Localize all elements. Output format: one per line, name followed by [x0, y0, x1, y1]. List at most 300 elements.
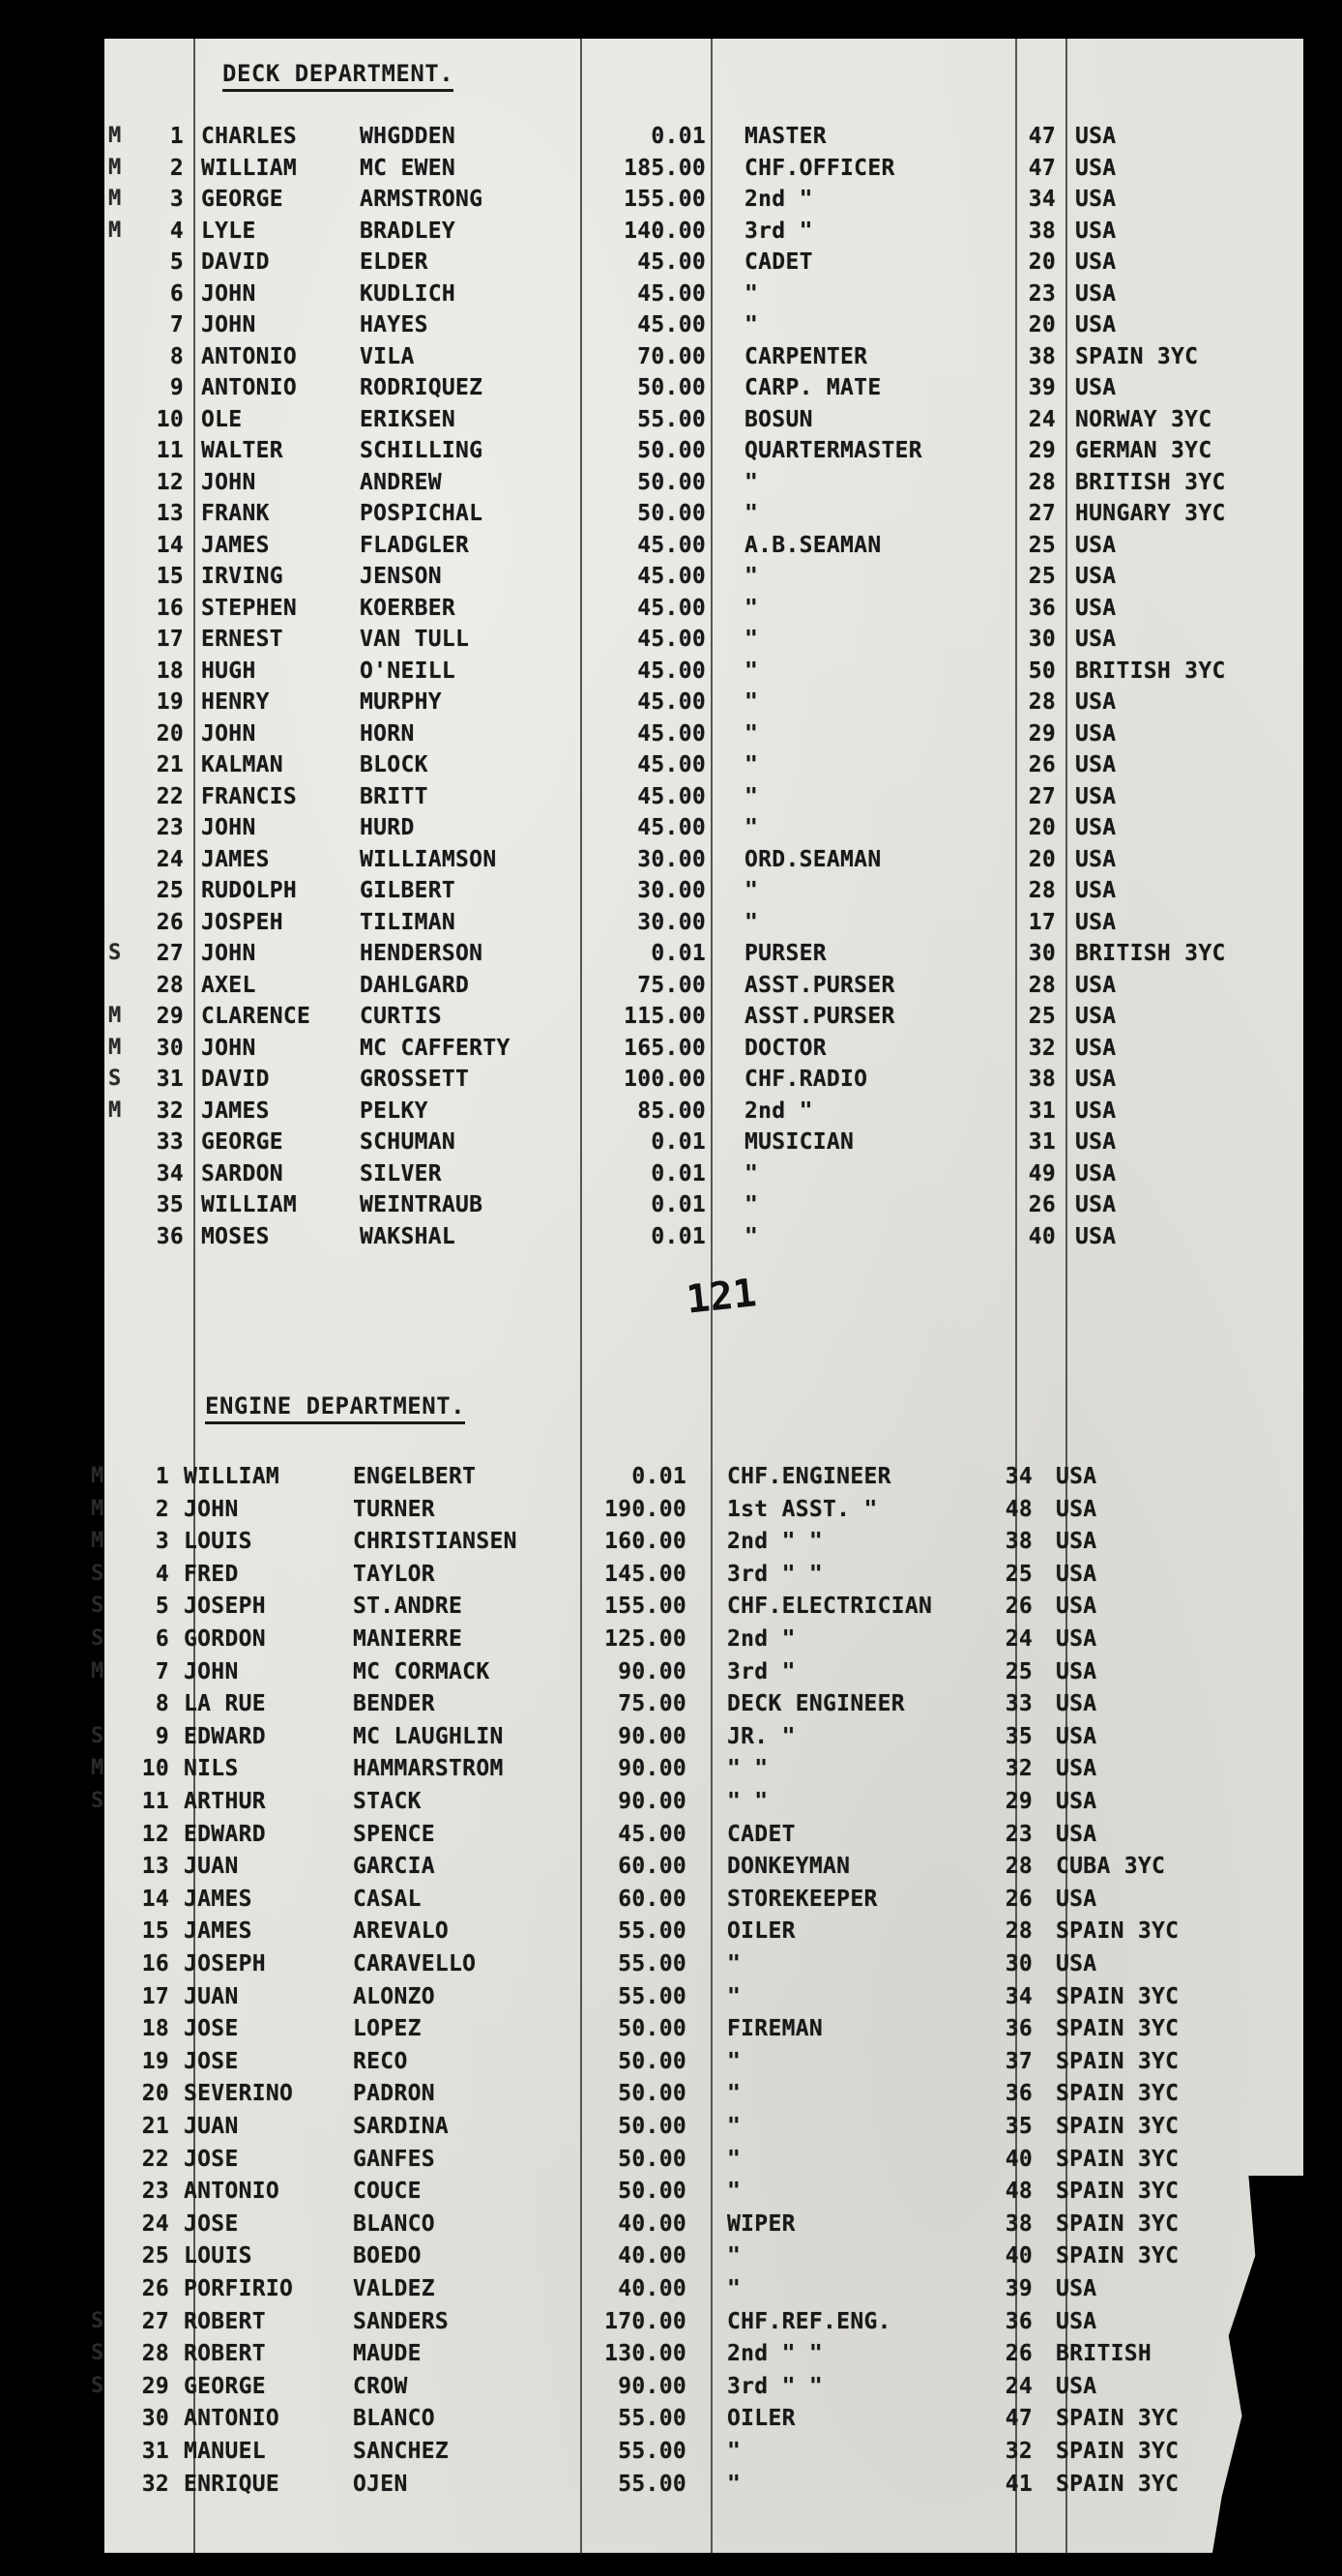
row-number: 16 — [156, 595, 184, 621]
age: 38 — [1028, 218, 1056, 244]
row-number: 28 — [141, 2341, 169, 2367]
age: 31 — [1028, 1098, 1056, 1124]
first-name: JUAN — [184, 1983, 239, 2009]
crew-row — [0, 2374, 1342, 2405]
age: 30 — [1028, 627, 1056, 652]
wage: 70.00 — [637, 343, 706, 369]
age: 32 — [1005, 1756, 1033, 1782]
last-name: ELDER — [360, 249, 428, 275]
nationality: SPAIN 3YC — [1056, 2016, 1180, 2042]
first-name: JUAN — [184, 2114, 239, 2139]
nationality: USA — [1075, 1067, 1117, 1092]
rating: 2nd " " — [727, 1529, 824, 1555]
nationality: SPAIN 3YC — [1056, 1983, 1180, 2009]
rating: 2nd " — [727, 1626, 796, 1652]
nationality: USA — [1075, 1129, 1117, 1155]
first-name: JAMES — [184, 1918, 252, 1945]
row-number: 10 — [156, 406, 184, 432]
age: 20 — [1028, 312, 1056, 337]
wage: 45.00 — [637, 720, 706, 746]
crew-row — [0, 1192, 1342, 1223]
last-name: LOPEZ — [353, 2016, 422, 2042]
nationality: USA — [1056, 1561, 1097, 1587]
row-number: 9 — [169, 375, 184, 400]
last-name: BLANCO — [353, 2406, 435, 2432]
nationality: USA — [1075, 972, 1117, 998]
crew-row — [0, 1224, 1342, 1255]
wage: 45.00 — [637, 312, 706, 337]
rating: BOSUN — [744, 406, 813, 432]
row-number: 13 — [141, 1854, 169, 1880]
rating: " — [744, 469, 759, 495]
rating: CHF.OFFICER — [744, 155, 895, 181]
first-name: JOHN — [201, 720, 256, 746]
crew-row — [0, 2309, 1342, 2340]
last-name: SCHUMAN — [360, 1129, 456, 1155]
nationality: SPAIN 3YC — [1056, 2146, 1180, 2172]
rating: CARPENTER — [744, 343, 868, 369]
crew-row — [0, 1004, 1342, 1035]
last-name: WAKSHAL — [360, 1223, 456, 1249]
row-number: 5 — [155, 1594, 169, 1620]
age: 40 — [1028, 1223, 1056, 1249]
wage: 50.00 — [618, 2048, 686, 2074]
rating: DECK ENGINEER — [727, 1691, 905, 1717]
first-name: LOUIS — [184, 2243, 252, 2269]
wage: 50.00 — [618, 2081, 686, 2107]
nationality: USA — [1075, 124, 1117, 149]
first-name: JOSEPH — [184, 1951, 266, 1976]
row-number: 8 — [155, 1691, 169, 1717]
row-mark: S — [91, 1789, 104, 1813]
age: 25 — [1028, 1004, 1056, 1029]
nationality: USA — [1075, 1004, 1117, 1029]
crew-row — [0, 2211, 1342, 2242]
row-number: 21 — [141, 2114, 169, 2139]
last-name: BLOCK — [360, 752, 428, 777]
wage: 0.01 — [651, 1160, 706, 1186]
first-name: CLARENCE — [201, 1004, 311, 1029]
row-number: 5 — [169, 249, 184, 275]
first-name: JAMES — [201, 532, 270, 558]
rating: " — [744, 501, 759, 526]
last-name: VAN TULL — [360, 627, 470, 652]
nationality: CUBA 3YC — [1056, 1854, 1166, 1880]
row-mark: M — [91, 1529, 104, 1554]
nationality: USA — [1075, 627, 1117, 652]
last-name: SARDINA — [353, 2114, 450, 2139]
nationality: SPAIN 3YC — [1056, 1918, 1180, 1945]
wage: 0.01 — [651, 941, 706, 966]
age: 27 — [1028, 501, 1056, 526]
row-number: 16 — [141, 1951, 169, 1976]
row-number: 29 — [156, 1004, 184, 1029]
nationality: USA — [1075, 187, 1117, 212]
crew-row — [0, 1854, 1342, 1885]
row-number: 23 — [156, 815, 184, 840]
last-name: CASAL — [353, 1886, 422, 1912]
nationality: BRITISH — [1056, 2341, 1152, 2367]
rating: DONKEYMAN — [727, 1854, 851, 1880]
row-mark: S — [91, 2373, 104, 2398]
nationality: USA — [1056, 1723, 1097, 1749]
first-name: ROBERT — [184, 2308, 266, 2334]
row-number: 10 — [141, 1756, 169, 1782]
first-name: JOHN — [201, 280, 256, 307]
nationality: USA — [1075, 1223, 1117, 1249]
row-mark: M — [91, 1464, 104, 1488]
last-name: VILA — [360, 343, 415, 369]
row-mark: S — [108, 941, 122, 965]
age: 23 — [1028, 280, 1056, 307]
row-number: 6 — [169, 280, 184, 307]
last-name: PADRON — [353, 2081, 435, 2107]
age: 26 — [1005, 1594, 1033, 1620]
rating: A.B.SEAMAN — [744, 532, 882, 558]
age: 36 — [1005, 2016, 1033, 2042]
row-number: 7 — [169, 312, 184, 337]
wage: 0.01 — [651, 1129, 706, 1155]
last-name: TILIMAN — [360, 909, 456, 935]
wage: 60.00 — [618, 1886, 686, 1912]
crew-row — [0, 564, 1342, 595]
row-number: 27 — [141, 2308, 169, 2334]
age: 38 — [1005, 1529, 1033, 1555]
wage: 50.00 — [637, 438, 706, 463]
first-name: LYLE — [201, 218, 256, 244]
row-number: 23 — [141, 2179, 169, 2205]
wage: 45.00 — [637, 752, 706, 777]
row-number: 2 — [155, 1496, 169, 1522]
crew-row — [0, 1562, 1342, 1593]
row-number: 35 — [156, 1192, 184, 1217]
first-name: JOSEPH — [184, 1594, 266, 1620]
row-number: 12 — [141, 1821, 169, 1847]
age: 20 — [1028, 815, 1056, 840]
age: 32 — [1028, 1035, 1056, 1061]
wage: 50.00 — [618, 2016, 686, 2042]
rating: 3rd " " — [727, 2373, 824, 2399]
rating: " — [727, 2114, 742, 2139]
wage: 75.00 — [618, 1691, 686, 1717]
crew-row — [0, 1129, 1342, 1160]
nationality: USA — [1075, 1192, 1117, 1217]
first-name: JAMES — [201, 846, 270, 872]
age: 36 — [1005, 2081, 1033, 2107]
last-name: ST.ANDRE — [353, 1594, 463, 1620]
rating: " — [744, 878, 759, 903]
age: 33 — [1005, 1691, 1033, 1717]
first-name: JOSE — [184, 2146, 239, 2172]
last-name: BLANCO — [353, 2210, 435, 2237]
row-number: 19 — [156, 689, 184, 715]
crew-row — [0, 596, 1342, 627]
wage: 45.00 — [637, 658, 706, 684]
row-number: 7 — [155, 1658, 169, 1684]
first-name: FRANK — [201, 501, 270, 526]
crew-row — [0, 438, 1342, 469]
age: 23 — [1005, 1821, 1033, 1847]
first-name: MOSES — [201, 1223, 270, 1249]
wage: 90.00 — [618, 2373, 686, 2399]
first-name: JOHN — [184, 1658, 239, 1684]
wage: 40.00 — [618, 2276, 686, 2301]
crew-row — [0, 1691, 1342, 1722]
first-name: FRED — [184, 1561, 239, 1587]
wage: 50.00 — [618, 2146, 686, 2172]
age: 25 — [1028, 532, 1056, 558]
last-name: BENDER — [353, 1691, 435, 1717]
crew-row — [0, 1497, 1342, 1528]
nationality: USA — [1075, 1035, 1117, 1061]
row-mark: S — [91, 2341, 104, 2366]
row-number: 30 — [156, 1035, 184, 1061]
last-name: CHRISTIANSEN — [353, 1529, 517, 1555]
row-mark: S — [91, 1626, 104, 1651]
wage: 160.00 — [604, 1529, 686, 1555]
wage: 85.00 — [637, 1098, 706, 1124]
crew-row — [0, 2016, 1342, 2047]
first-name: STEPHEN — [201, 595, 298, 621]
age: 26 — [1005, 1886, 1033, 1912]
age: 47 — [1005, 2406, 1033, 2432]
nationality: SPAIN 3YC — [1056, 2048, 1180, 2074]
nationality: SPAIN 3YC — [1056, 2114, 1180, 2139]
age: 24 — [1005, 2373, 1033, 2399]
crew-row — [0, 721, 1342, 752]
nationality: USA — [1075, 249, 1117, 275]
age: 35 — [1005, 2114, 1033, 2139]
age: 28 — [1005, 1854, 1033, 1880]
nationality: USA — [1056, 1951, 1097, 1976]
age: 32 — [1005, 2439, 1033, 2464]
crew-row — [0, 1067, 1342, 1098]
first-name: JOHN — [201, 941, 256, 966]
last-name: MC CORMACK — [353, 1658, 490, 1684]
row-number: 33 — [156, 1129, 184, 1155]
row-number: 20 — [141, 2081, 169, 2107]
rating: 2nd " " — [727, 2341, 824, 2367]
first-name: FRANCIS — [201, 783, 298, 809]
row-number: 27 — [156, 941, 184, 966]
wage: 55.00 — [618, 1918, 686, 1945]
age: 30 — [1005, 1951, 1033, 1976]
last-name: RECO — [353, 2048, 408, 2074]
age: 26 — [1028, 752, 1056, 777]
first-name: ERNEST — [201, 627, 283, 652]
wage: 90.00 — [618, 1658, 686, 1684]
crew-row — [0, 2081, 1342, 2112]
crew-row — [0, 973, 1342, 1004]
first-name: JOSE — [184, 2210, 239, 2237]
age: 25 — [1005, 1658, 1033, 1684]
row-number: 11 — [141, 1789, 169, 1814]
rating: PURSER — [744, 941, 827, 966]
last-name: KUDLICH — [360, 280, 456, 307]
age: 39 — [1005, 2276, 1033, 2301]
first-name: ANTONIO — [201, 375, 298, 400]
crew-row — [0, 1822, 1342, 1853]
row-number: 13 — [156, 501, 184, 526]
crew-row — [0, 219, 1342, 249]
wage: 40.00 — [618, 2210, 686, 2237]
wage: 50.00 — [618, 2114, 686, 2139]
row-mark: M — [108, 218, 122, 243]
last-name: TURNER — [353, 1496, 435, 1522]
first-name: JOHN — [201, 1035, 256, 1061]
rating: " — [727, 1951, 742, 1976]
wage: 75.00 — [637, 972, 706, 998]
last-name: BRITT — [360, 783, 428, 809]
age: 25 — [1005, 1561, 1033, 1587]
row-mark: M — [91, 1658, 104, 1683]
last-name: BRADLEY — [360, 218, 456, 244]
crew-row — [0, 501, 1342, 532]
last-name: MANIERRE — [353, 1626, 463, 1652]
row-mark: M — [108, 1004, 122, 1028]
nationality: USA — [1056, 1821, 1097, 1847]
row-number: 28 — [156, 972, 184, 998]
row-number: 9 — [155, 1723, 169, 1749]
crew-row — [0, 941, 1342, 972]
rating: CHF.RADIO — [744, 1067, 868, 1092]
last-name: MC CAFFERTY — [360, 1035, 511, 1061]
wage: 90.00 — [618, 1756, 686, 1782]
engine-department-header: ENGINE DEPARTMENT. — [205, 1392, 465, 1424]
row-mark: M — [108, 1098, 122, 1123]
rating: " — [744, 564, 759, 589]
row-number: 15 — [141, 1918, 169, 1945]
first-name: HUGH — [201, 658, 256, 684]
age: 38 — [1028, 1067, 1056, 1092]
first-name: DAVID — [201, 249, 270, 275]
last-name: SANDERS — [353, 2308, 450, 2334]
row-mark: M — [108, 187, 122, 211]
nationality: HUNGARY 3YC — [1075, 501, 1226, 526]
row-number: 14 — [141, 1886, 169, 1912]
age: 38 — [1005, 2210, 1033, 2237]
first-name: JUAN — [184, 1854, 239, 1880]
last-name: SANCHEZ — [353, 2439, 450, 2464]
first-name: WILLIAM — [201, 1192, 298, 1217]
row-number: 19 — [141, 2048, 169, 2074]
first-name: WILLIAM — [201, 155, 298, 181]
rating: " — [744, 312, 759, 337]
first-name: GORDON — [184, 1626, 266, 1652]
crew-row — [0, 2341, 1342, 2372]
crew-row — [0, 2179, 1342, 2210]
wage: 45.00 — [618, 1821, 686, 1847]
row-number: 26 — [156, 909, 184, 935]
first-name: SARDON — [201, 1160, 283, 1186]
last-name: TAYLOR — [353, 1561, 435, 1587]
last-name: ANDREW — [360, 469, 442, 495]
first-name: KALMAN — [201, 752, 283, 777]
last-name: GARCIA — [353, 1854, 435, 1880]
last-name: ENGELBERT — [353, 1464, 477, 1489]
rating: " — [727, 2146, 742, 2172]
wage: 50.00 — [637, 501, 706, 526]
rating: FIREMAN — [727, 2016, 824, 2042]
nationality: SPAIN 3YC — [1056, 2081, 1180, 2107]
crew-row — [0, 187, 1342, 218]
rating: " — [727, 2048, 742, 2074]
crew-row — [0, 2243, 1342, 2274]
row-mark: S — [91, 1594, 104, 1619]
page-number: 121 — [684, 1271, 759, 1323]
first-name: JAMES — [184, 1886, 252, 1912]
crew-row — [0, 815, 1342, 846]
rating: " — [744, 280, 759, 307]
crew-row — [0, 1529, 1342, 1560]
last-name: BOEDO — [353, 2243, 422, 2269]
nationality: SPAIN 3YC — [1056, 2243, 1180, 2269]
nationality: BRITISH 3YC — [1075, 941, 1226, 966]
last-name: POSPICHAL — [360, 501, 483, 526]
nationality: USA — [1075, 564, 1117, 589]
nationality: USA — [1056, 2373, 1097, 2399]
last-name: OJEN — [353, 2471, 408, 2497]
age: 28 — [1028, 972, 1056, 998]
crew-row — [0, 470, 1342, 501]
row-number: 32 — [141, 2471, 169, 2497]
wage: 0.01 — [651, 1192, 706, 1217]
first-name: LA RUE — [184, 1691, 266, 1717]
first-name: RUDOLPH — [201, 878, 298, 903]
first-name: ANTONIO — [184, 2179, 280, 2205]
age: 47 — [1028, 155, 1056, 181]
nationality: USA — [1056, 1886, 1097, 1912]
row-mark: S — [108, 1067, 122, 1091]
row-mark: M — [108, 1035, 122, 1060]
rating: OILER — [727, 1918, 796, 1945]
nationality: USA — [1075, 846, 1117, 872]
row-number: 2 — [169, 155, 184, 181]
wage: 50.00 — [637, 469, 706, 495]
last-name: PELKY — [360, 1098, 428, 1124]
rating: " " — [727, 1756, 769, 1782]
age: 28 — [1028, 878, 1056, 903]
crew-row — [0, 910, 1342, 941]
age: 29 — [1005, 1789, 1033, 1814]
wage: 30.00 — [637, 846, 706, 872]
nationality: USA — [1075, 815, 1117, 840]
last-name: HORN — [360, 720, 415, 746]
row-number: 31 — [141, 2439, 169, 2464]
first-name: DAVID — [201, 1067, 270, 1092]
rating: " — [727, 2439, 742, 2464]
nationality: GERMAN 3YC — [1075, 438, 1212, 463]
rating: " — [727, 2081, 742, 2107]
crew-row — [0, 375, 1342, 406]
first-name: JOHN — [201, 312, 256, 337]
row-number: 36 — [156, 1223, 184, 1249]
row-number: 25 — [141, 2243, 169, 2269]
nationality: USA — [1075, 752, 1117, 777]
age: 38 — [1028, 343, 1056, 369]
wage: 90.00 — [618, 1723, 686, 1749]
wage: 45.00 — [637, 627, 706, 652]
first-name: PORFIRIO — [184, 2276, 294, 2301]
rating: " — [744, 595, 759, 621]
crew-row — [0, 878, 1342, 909]
nationality: NORWAY 3YC — [1075, 406, 1212, 432]
row-number: 24 — [156, 846, 184, 872]
crew-row — [0, 124, 1342, 155]
row-number: 21 — [156, 752, 184, 777]
age: 28 — [1028, 689, 1056, 715]
row-mark: S — [91, 2308, 104, 2333]
